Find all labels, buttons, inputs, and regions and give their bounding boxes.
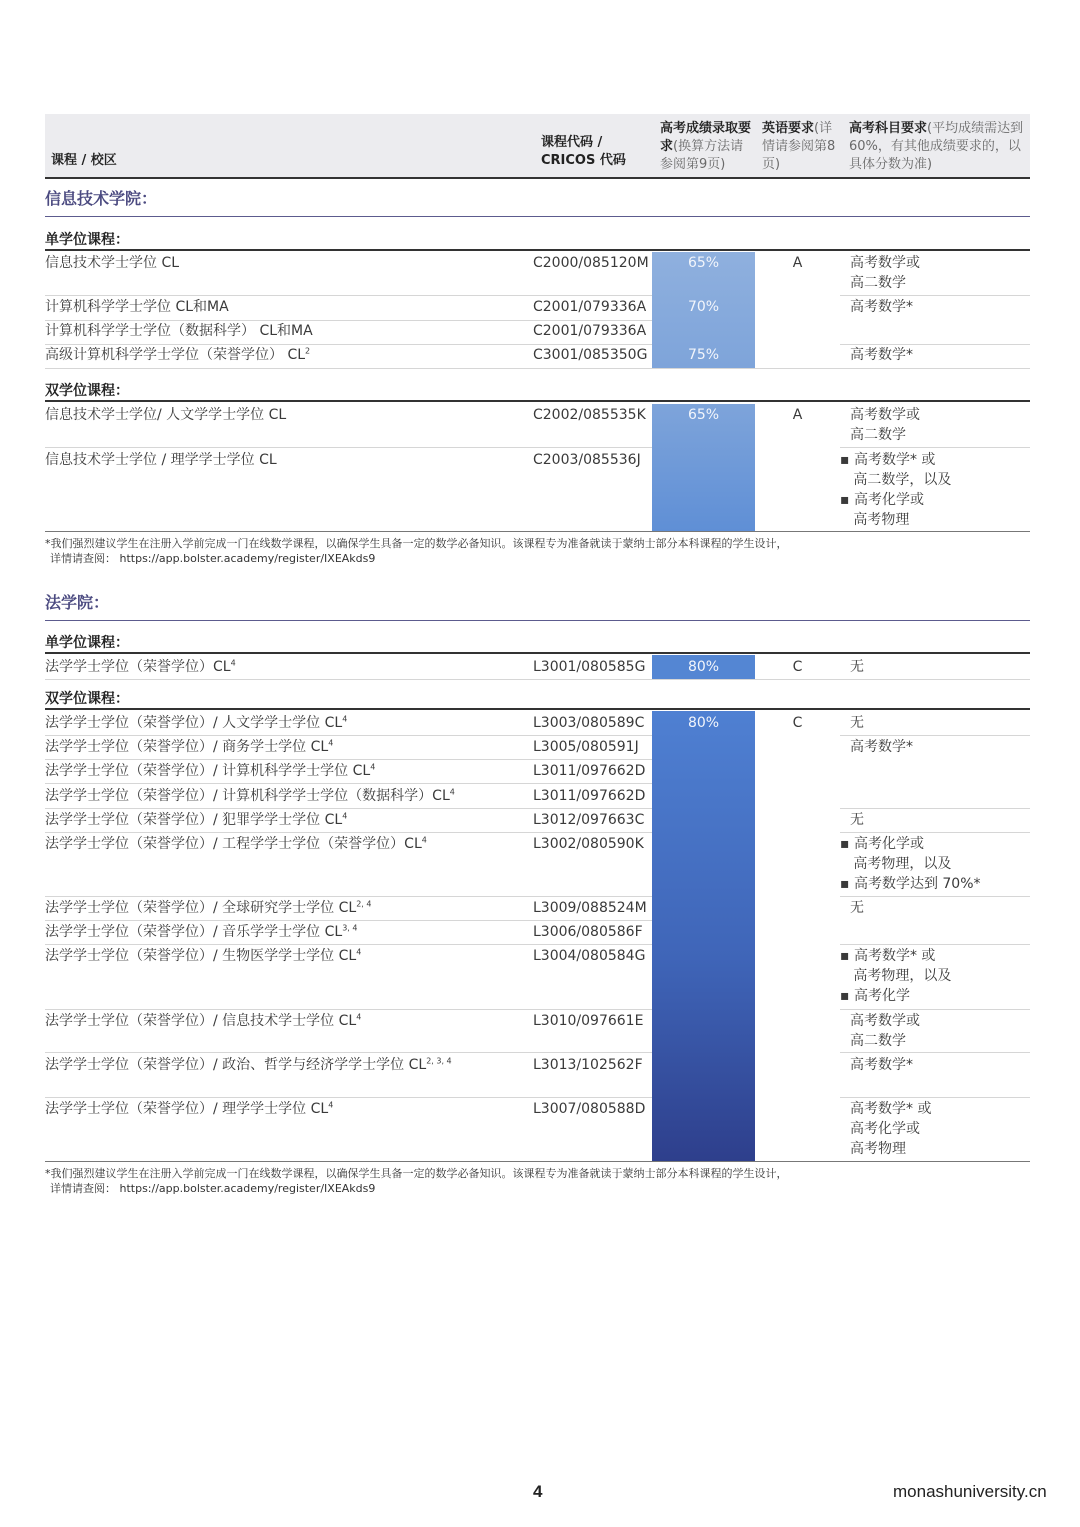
table-row: 法学学士学位（荣誉学位）/ 理学学士学位 $CL^4$ L3007/080588D 高考数学* 或 高考化学或 高考物理 [45, 1100, 932, 1157]
table-header [45, 114, 1030, 179]
header-code: 课程代码 / CRICOS 代码 [541, 135, 626, 168]
faculty-law-title: 法学院： [45, 590, 1030, 621]
header-gaokao: 高考成绩录取要求(换算方法请参阅第9页) [660, 121, 752, 172]
table-row: 法学学士学位（荣誉学位）/ 工程学学士学位（荣誉学位）$CL^4$ L3002/080590K ▪ 高考化学或 高考物理，以及 ▪ 高考数学达到 70%* [45, 835, 981, 892]
table-row: 信息技术学士学位 CL C2000/085120M 65% A 高考数学或 高二数学 [45, 255, 920, 291]
table-row: 法学学士学位（荣誉学位）/ 人文学学士学位 $CL^4$ L3003/080589C 80% C 无 [45, 714, 864, 731]
header-course: 课程 / 校区 [51, 153, 117, 168]
it-single-label: 单学位课程： [45, 231, 1030, 251]
law-double-label: 双学位课程： [45, 690, 1030, 710]
table-row: 高级计算机科学学士学位（荣誉学位） $CL^2$ C3001/085350G 75% 高考数学* [45, 346, 913, 363]
table-row: 法学学士学位（荣誉学位）/ 生物医学学士学位 $CL^4$ L3004/080584G ▪ 高考数学* 或 高考物理，以及 ▪ 高考化学 [45, 947, 952, 1004]
table-row: 法学学士学位（荣誉学位）/ 全球研究学士学位 CL$^{2, 4}$ L3009/088524M 无 [45, 899, 864, 916]
table-row: 法学学士学位（荣誉学位）$CL^4$ L3001/080585G 80% C 无 [45, 658, 864, 675]
table-row: 法学学士学位（荣誉学位）/ 信息技术学士学位 $CL^4$ L3010/097661E 高考数学或 高二数学 [45, 1012, 920, 1049]
table-row: 法学学士学位（荣誉学位）/ 音乐学学士学位 CL$^{3, 4}$ L3006/080586F [45, 923, 643, 940]
law-footnote: *我们强烈建议学生在注册入学前完成一门在线数学课程，以确保学生具备一定的数学必备知识。该课程专为准备就读于蒙纳士部分本科课程的学生设计， 详情请查阅： https://app.bolster.academy/register/IXEAkds9 [45, 1167, 788, 1195]
table-row: 信息技术学士学位 / 理学学士学位 CL C2003/085536J ▪ 高考数学* 或 高二数学，以及 ▪ 高考化学或 高考物理 [45, 452, 952, 528]
table-row: 法学学士学位（荣誉学位）/ 计算机科学学士学位（数据科学）$CL^4$ L3011/097662D [45, 787, 646, 804]
faculty-it-title: 信息技术学院： [45, 186, 1030, 217]
table-row: 信息技术学士学位/ 人文学学士学位 CL C2002/085535K 65% A 高考数学或 高二数学 [45, 407, 920, 443]
table-row: 法学学士学位（荣誉学位）/ 犯罪学学士学位 $CL^4$ L3012/097663C 无 [45, 811, 864, 828]
it-double-label: 双学位课程： [45, 382, 1030, 402]
table-row: 法学学士学位（荣誉学位）/ 计算机科学学士学位 $CL^4$ L3011/097662D [45, 762, 646, 779]
table-row: 法学学士学位（荣誉学位）/ 商务学士学位 $CL^4$ L3005/080591J 高考数学* [45, 738, 913, 755]
table-row: 计算机科学学士学位 CL和MA C2001/079336A 70% 高考数学* [45, 299, 913, 315]
law-single-label: 单学位课程： [45, 634, 1030, 654]
table-row: 计算机科学学士学位（数据科学） CL和MA C2001/079336A [45, 323, 647, 339]
website-link[interactable]: monashuniversity.cn [893, 1482, 1047, 1501]
header-subject: 高考科目要求(平均成绩需达到60%，有其他成绩要求的，以具体分数为准) [849, 121, 1024, 172]
header-english: 英语要求(详情请参阅第8页) [762, 121, 836, 172]
page-number: 4 [533, 1482, 543, 1501]
table-row: 法学学士学位（荣誉学位）/ 政治、哲学与经济学学士学位 CL$^{2, 3, 4}$ L3013/102562F 高考数学* [45, 1056, 913, 1073]
it-footnote: *我们强烈建议学生在注册入学前完成一门在线数学课程，以确保学生具备一定的数学必备知识。该课程专为准备就读于蒙纳士部分本科课程的学生设计， 详情请查阅： https://app.bolster.academy/register/IXEAkds9 [45, 537, 788, 565]
